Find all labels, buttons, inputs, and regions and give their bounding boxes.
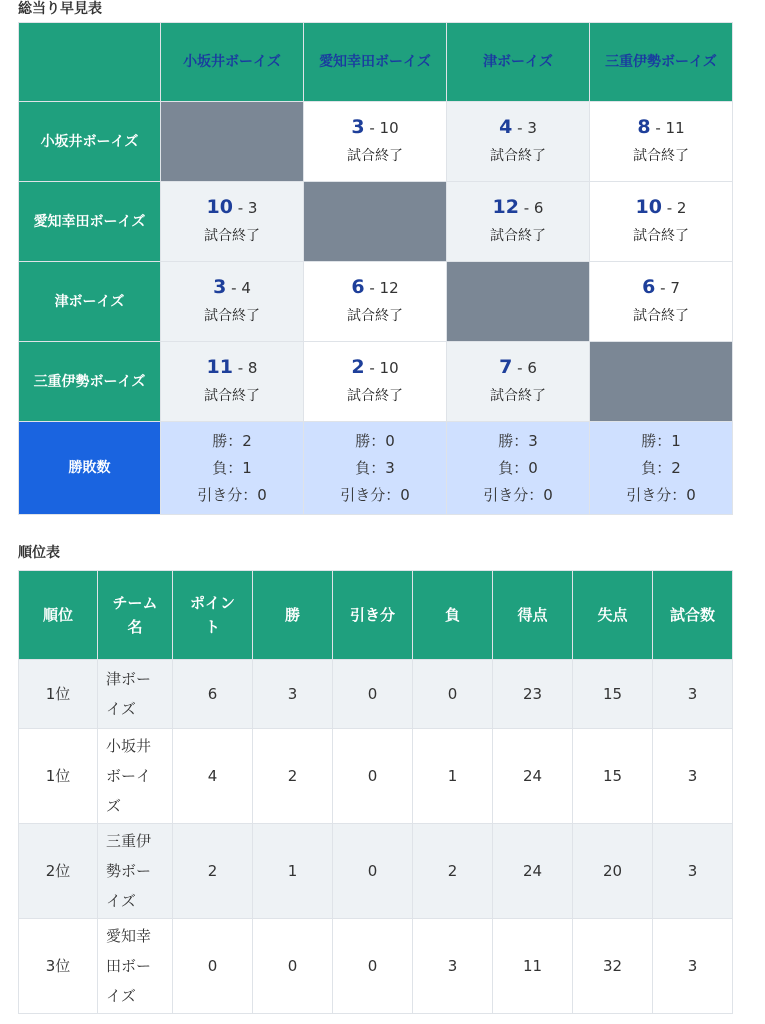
- scored-cell: 24: [493, 729, 573, 824]
- games-cell: 3: [653, 660, 733, 729]
- conceded-cell: 15: [573, 729, 653, 824]
- score-separator: -: [650, 118, 666, 137]
- opponent-score: 2: [676, 198, 687, 217]
- match-table-title: 総当り早見表: [18, 1, 102, 17]
- row-header-team: 津ボーイズ: [19, 262, 161, 342]
- match-result-cell: [161, 342, 304, 422]
- header-team-line: チーム: [112, 594, 158, 612]
- team-score: 3: [213, 275, 227, 298]
- team-score: 8: [637, 115, 651, 138]
- team-name-line: 田ボー: [106, 957, 152, 975]
- draw-count: 引き分：0: [340, 485, 410, 504]
- winloss-cell: [161, 422, 304, 515]
- team-score: 7: [499, 355, 513, 378]
- rank-cell: 1位: [19, 660, 98, 729]
- table-row: [19, 660, 733, 729]
- match-row: [19, 182, 733, 262]
- match-header-row: [19, 23, 733, 102]
- wins-cell: 0: [253, 919, 333, 1014]
- match-result-cell: [447, 182, 590, 262]
- losses-cell: 2: [413, 824, 493, 919]
- self-match-cell: [161, 102, 304, 182]
- wins-cell: 2: [253, 729, 333, 824]
- row-header-team: 小坂井ボーイズ: [19, 102, 161, 182]
- draws-cell: 0: [333, 729, 413, 824]
- conceded-cell: 32: [573, 919, 653, 1014]
- points-cell: 4: [173, 729, 253, 824]
- score-separator: -: [518, 198, 534, 217]
- header-losses: 負: [413, 571, 493, 660]
- score-separator: -: [226, 278, 242, 297]
- match-status: 試合終了: [347, 387, 403, 404]
- score-separator: -: [512, 358, 528, 377]
- table-row: [19, 729, 733, 824]
- match-result-cell: [161, 182, 304, 262]
- match-result-cell: [590, 102, 733, 182]
- conceded-cell: 20: [573, 824, 653, 919]
- team-name-line: ボーイ: [106, 767, 152, 785]
- col-header-team[interactable]: 津ボーイズ: [447, 23, 590, 102]
- rank-cell: 1位: [19, 729, 98, 824]
- match-status: 試合終了: [490, 227, 546, 244]
- opponent-score: 6: [533, 198, 544, 217]
- match-result-cell: [447, 102, 590, 182]
- match-status: 試合終了: [204, 307, 260, 324]
- opponent-score: 10: [379, 118, 399, 137]
- draw-count: 引き分：0: [626, 485, 696, 504]
- score-separator: -: [364, 278, 380, 297]
- team-cell: [98, 919, 173, 1014]
- winloss-cell: [304, 422, 447, 515]
- losses-cell: 0: [413, 660, 493, 729]
- score-separator: -: [655, 278, 671, 297]
- games-cell: 3: [653, 824, 733, 919]
- losses-cell: 1: [413, 729, 493, 824]
- match-status: 試合終了: [347, 307, 403, 324]
- draws-cell: 0: [333, 919, 413, 1014]
- team-score: 2: [351, 355, 365, 378]
- draws-cell: 0: [333, 824, 413, 919]
- points-cell: 0: [173, 919, 253, 1014]
- header-team-line: 名: [127, 618, 143, 636]
- score-separator: -: [232, 358, 248, 377]
- team-cell: [98, 660, 173, 729]
- draws-cell: 0: [333, 660, 413, 729]
- team-score: 11: [206, 355, 233, 378]
- table-row: [19, 919, 733, 1014]
- col-header-team[interactable]: 小坂井ボーイズ: [161, 23, 304, 102]
- match-result-cell: [590, 182, 733, 262]
- opponent-score: 8: [247, 358, 258, 377]
- match-result-cell: [161, 262, 304, 342]
- opponent-score: 12: [379, 278, 399, 297]
- header-wins: 勝: [253, 571, 333, 660]
- winloss-cell: [447, 422, 590, 515]
- loss-count: 負：2: [641, 458, 681, 477]
- team-score: 10: [206, 195, 233, 218]
- wins-cell: 3: [253, 660, 333, 729]
- standings-table: [18, 570, 733, 1014]
- team-score: 4: [499, 115, 513, 138]
- match-status: 試合終了: [204, 387, 260, 404]
- score-separator: -: [232, 198, 248, 217]
- team-cell: [98, 729, 173, 824]
- header-points-line: ポイン: [189, 594, 235, 612]
- winloss-cell: [590, 422, 733, 515]
- match-corner-cell: [19, 23, 161, 102]
- match-result-cell: [304, 262, 447, 342]
- header-points-line: ト: [204, 618, 220, 636]
- score-separator: -: [512, 118, 528, 137]
- score-separator: -: [661, 198, 677, 217]
- draw-count: 引き分：0: [483, 485, 553, 504]
- match-status: 試合終了: [633, 307, 689, 324]
- wins-cell: 1: [253, 824, 333, 919]
- opponent-score: 3: [527, 118, 537, 137]
- match-table: [18, 22, 733, 515]
- header-conceded: 失点: [573, 571, 653, 660]
- points-cell: 6: [173, 660, 253, 729]
- row-header-team: 三重伊勢ボーイズ: [19, 342, 161, 422]
- header-points: [173, 571, 253, 660]
- match-result-cell: [304, 342, 447, 422]
- match-row: [19, 102, 733, 182]
- self-match-cell: [590, 342, 733, 422]
- team-name-line: ズ: [106, 797, 122, 815]
- team-score: 3: [351, 115, 365, 138]
- header-rank: 順位: [19, 571, 98, 660]
- points-cell: 2: [173, 824, 253, 919]
- win-count: 勝：3: [498, 431, 538, 450]
- team-name-line: 津ボー: [106, 670, 152, 688]
- match-result-cell: [447, 342, 590, 422]
- score-separator: -: [364, 358, 380, 377]
- standings-table-title: 順位表: [18, 545, 60, 561]
- team-score: 12: [492, 195, 519, 218]
- scored-cell: 23: [493, 660, 573, 729]
- loss-count: 負：1: [212, 458, 252, 477]
- header-games: 試合数: [653, 571, 733, 660]
- rank-cell: 3位: [19, 919, 98, 1014]
- win-count: 勝：2: [212, 431, 252, 450]
- team-name-line: 勢ボー: [106, 862, 152, 880]
- team-name-line: イズ: [106, 892, 136, 910]
- games-cell: 3: [653, 919, 733, 1014]
- header-draws: 引き分: [333, 571, 413, 660]
- opponent-score: 4: [241, 278, 251, 297]
- loss-count: 負：3: [355, 458, 395, 477]
- winloss-label: 勝敗数: [19, 422, 161, 515]
- match-status: 試合終了: [633, 147, 689, 164]
- col-header-team[interactable]: 愛知幸田ボーイズ: [304, 23, 447, 102]
- match-row: [19, 262, 733, 342]
- scored-cell: 24: [493, 824, 573, 919]
- team-name-line: 三重伊: [106, 832, 152, 850]
- opponent-score: 10: [379, 358, 399, 377]
- col-header-team[interactable]: 三重伊勢ボーイズ: [590, 23, 733, 102]
- conceded-cell: 15: [573, 660, 653, 729]
- team-name-line: イズ: [106, 700, 136, 718]
- team-score: 10: [635, 195, 662, 218]
- header-scored: 得点: [493, 571, 573, 660]
- team-cell: [98, 824, 173, 919]
- match-status: 試合終了: [633, 227, 689, 244]
- match-status: 試合終了: [347, 147, 403, 164]
- team-score: 6: [351, 275, 365, 298]
- match-result-cell: [304, 102, 447, 182]
- opponent-score: 6: [527, 358, 537, 377]
- standings-header-row: [19, 571, 733, 660]
- team-score: 6: [642, 275, 656, 298]
- team-name-line: イズ: [106, 987, 136, 1005]
- match-status: 試合終了: [490, 387, 546, 404]
- self-match-cell: [447, 262, 590, 342]
- winloss-row: [19, 422, 733, 515]
- row-header-team: 愛知幸田ボーイズ: [19, 182, 161, 262]
- games-cell: 3: [653, 729, 733, 824]
- opponent-score: 7: [670, 278, 680, 297]
- win-count: 勝：1: [641, 431, 681, 450]
- rank-cell: 2位: [19, 824, 98, 919]
- match-result-cell: [590, 262, 733, 342]
- score-separator: -: [364, 118, 380, 137]
- opponent-score: 3: [247, 198, 258, 217]
- match-status: 試合終了: [204, 227, 260, 244]
- team-name-line: 小坂井: [106, 737, 152, 755]
- losses-cell: 3: [413, 919, 493, 1014]
- self-match-cell: [304, 182, 447, 262]
- opponent-score: 11: [665, 118, 685, 137]
- scored-cell: 11: [493, 919, 573, 1014]
- loss-count: 負：0: [498, 458, 538, 477]
- match-status: 試合終了: [490, 147, 546, 164]
- match-row: [19, 342, 733, 422]
- win-count: 勝：0: [355, 431, 395, 450]
- draw-count: 引き分：0: [197, 485, 267, 504]
- header-team: [98, 571, 173, 660]
- table-row: [19, 824, 733, 919]
- team-name-line: 愛知幸: [106, 927, 152, 945]
